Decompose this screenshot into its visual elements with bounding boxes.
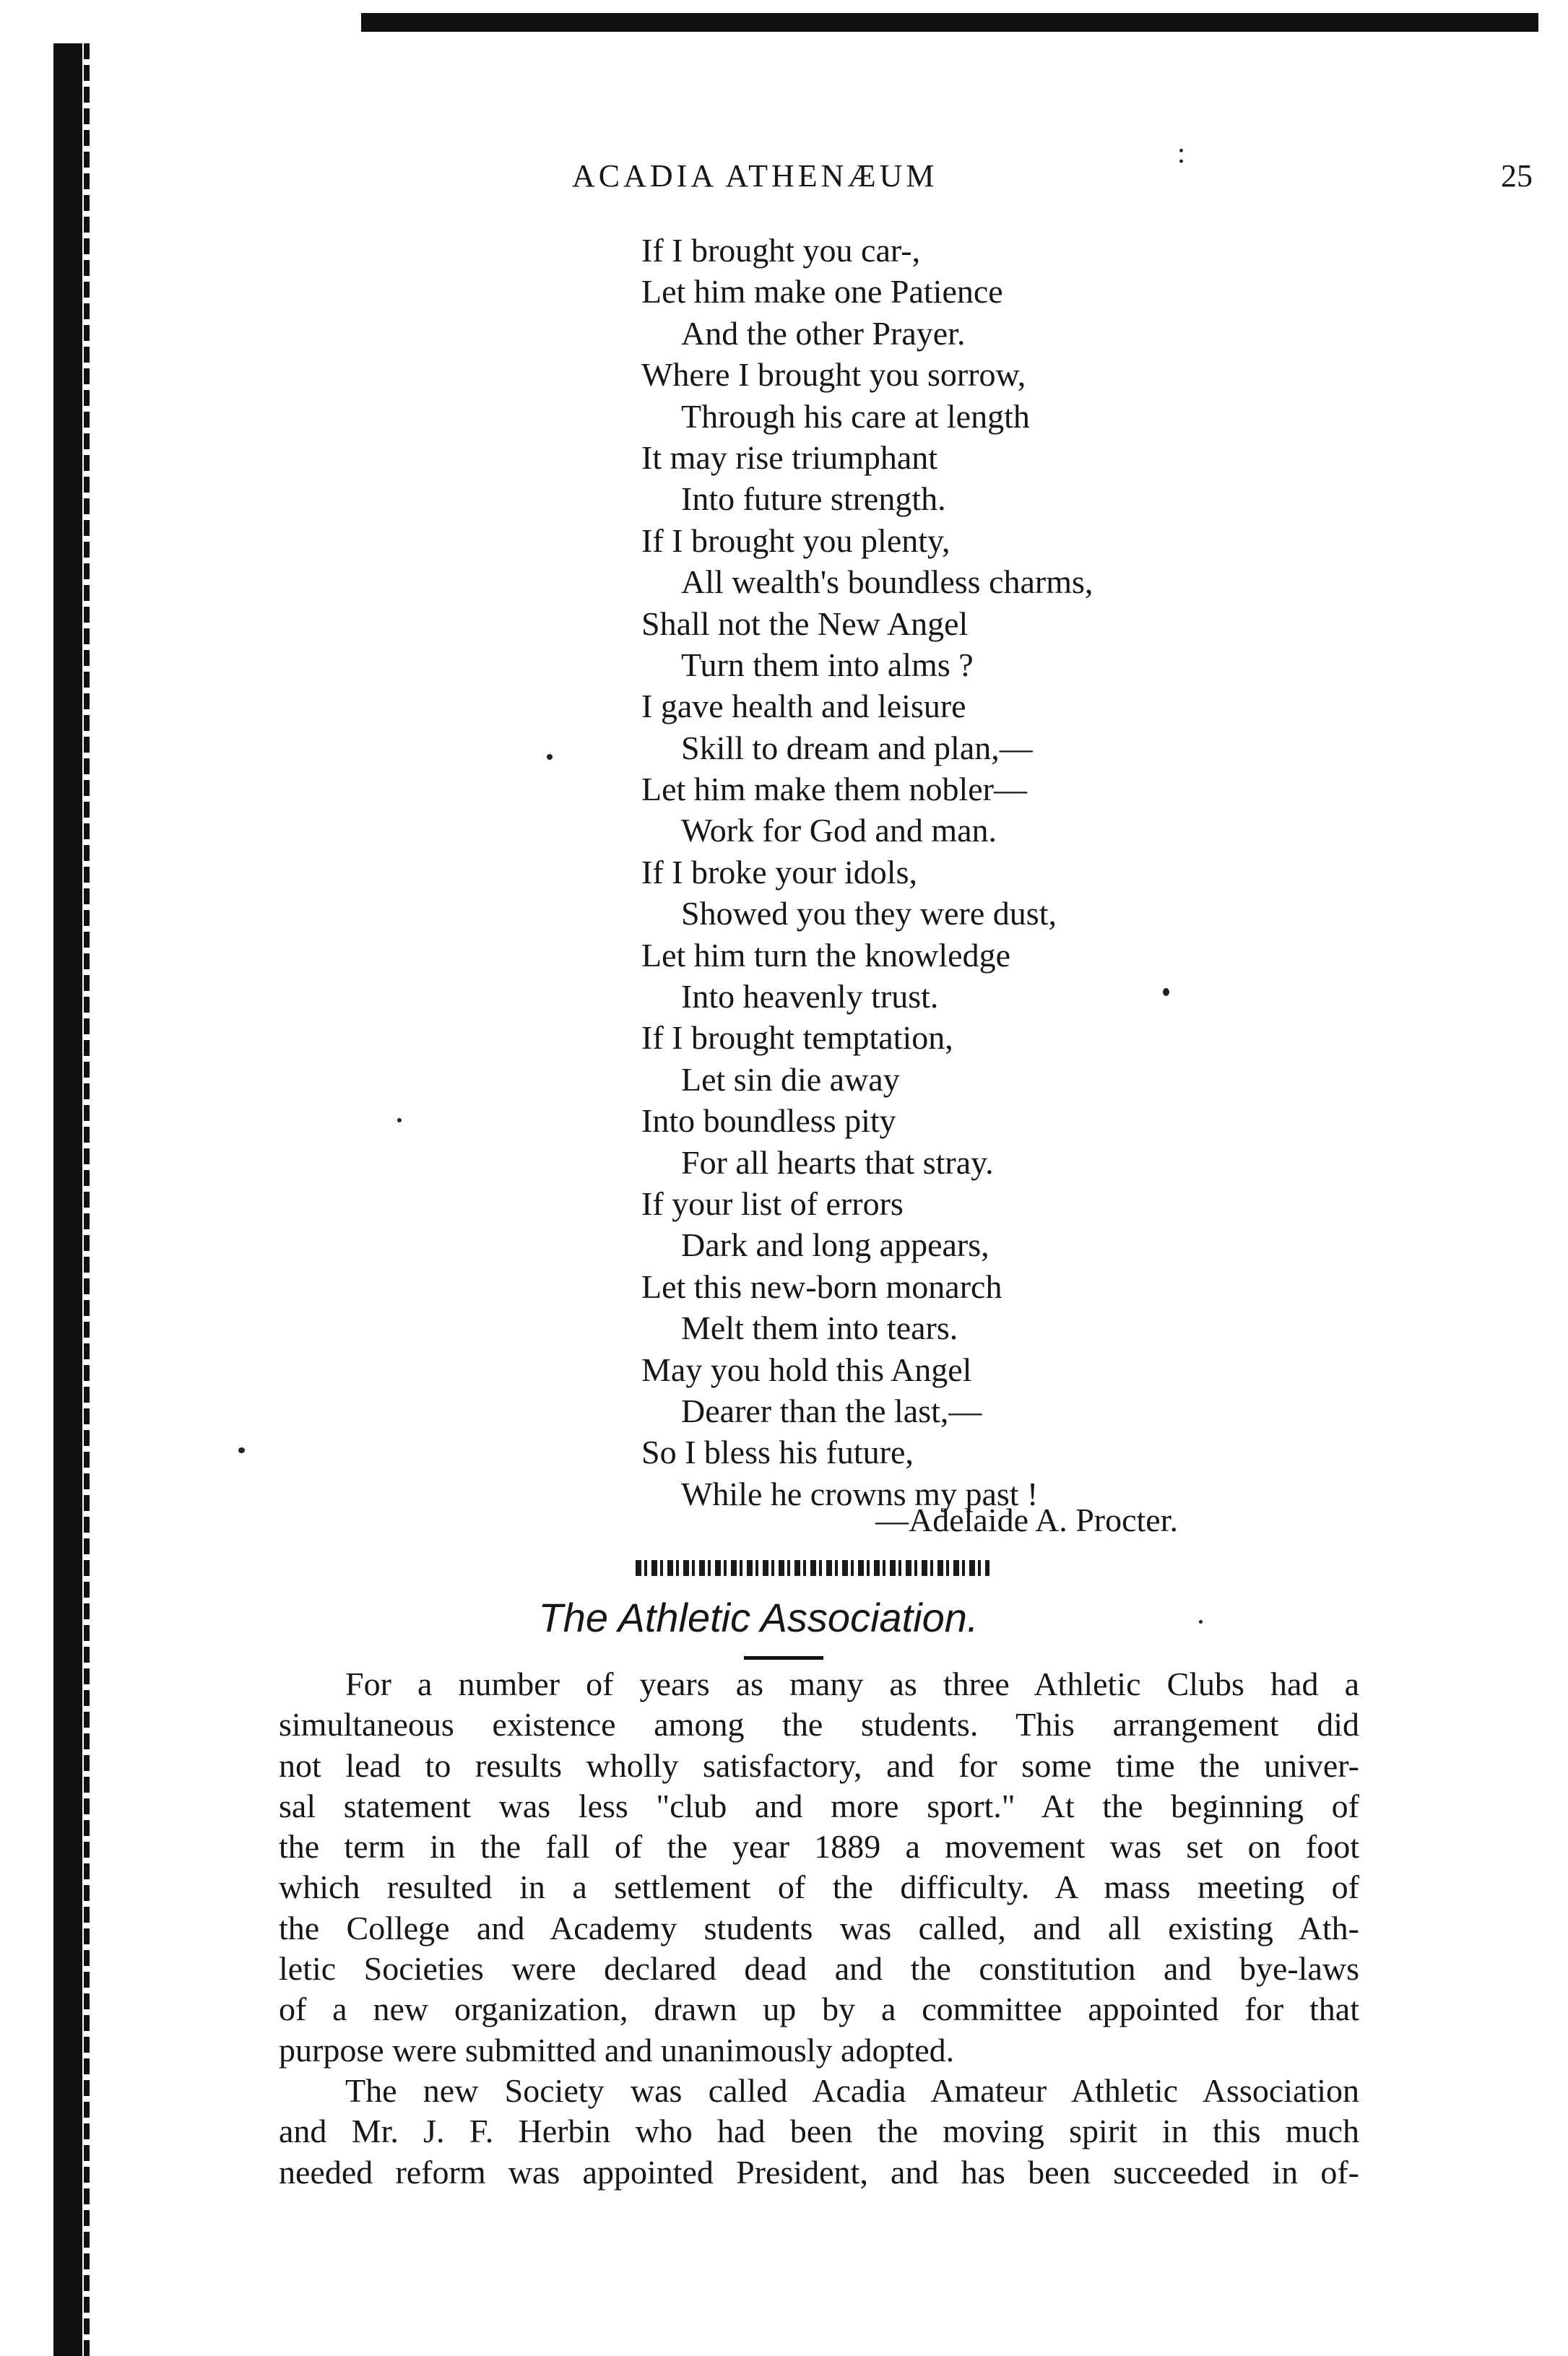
article-line: the term in the fall of the year 1889 a movement was set on foot <box>279 1828 1359 1866</box>
poem-line: While he crowns my past ! <box>681 1475 1039 1512</box>
poem-line: And the other Prayer. <box>681 314 966 352</box>
poem-line: It may rise triumphant <box>641 438 938 476</box>
poem-line: If I brought temptation, <box>641 1019 953 1057</box>
stray-mark: : <box>1177 137 1186 169</box>
article-line: of a new organization, drawn up by a committee appointed for that <box>279 1991 1359 2028</box>
article-line: purpose were submitted and unanimously adopted. <box>279 2031 955 2069</box>
poem-line: Dearer than the last,— <box>681 1392 982 1429</box>
poem-line: Into heavenly trust. <box>681 978 939 1015</box>
poem-line: Let him make them nobler— <box>641 771 1027 808</box>
article-line: and Mr. J. F. Herbin who had been the moving spirit in this much <box>279 2113 1359 2150</box>
title-rule <box>744 1656 823 1660</box>
section-ornament <box>636 1560 989 1576</box>
poem-line: Through his care at length <box>681 397 1030 435</box>
article-line: needed reform was appointed President, and has been succeeded in of- <box>279 2153 1359 2191</box>
poem-line: For all hearts that stray. <box>681 1143 994 1181</box>
article-body <box>279 1664 1359 2193</box>
running-head <box>572 137 1533 201</box>
poem-line: Shall not the New Angel <box>641 605 969 642</box>
poem-line: If I brought you car-, <box>641 232 921 269</box>
article-line: simultaneous existence among the students. This arrangement did <box>279 1706 1359 1744</box>
poem-line: If I broke your idols, <box>641 853 917 891</box>
poem-attribution: —Adelaide A. Procter. <box>875 1502 1179 1538</box>
article-line: the College and Academy students was called, and all existing Ath- <box>279 1909 1359 1946</box>
left-margin-rule <box>53 43 82 2356</box>
speck <box>1163 988 1169 996</box>
poem-line: All wealth's boundless charms, <box>681 563 1093 601</box>
poem-line: Let him turn the knowledge <box>641 936 1010 974</box>
poem-line: I gave health and leisure <box>641 688 966 725</box>
poem-line: Melt them into tears. <box>681 1309 958 1347</box>
speck <box>397 1118 402 1122</box>
poem-line: Work for God and man. <box>681 812 997 849</box>
poem-line: So I bless his future, <box>641 1434 914 1471</box>
speck <box>547 754 553 760</box>
article-line: letic Societies were declared dead and the constitution and bye-laws <box>279 1950 1359 1988</box>
page-number: 25 <box>1501 158 1533 194</box>
poem-line: Skill to dream and plan,— <box>681 729 1033 766</box>
speck <box>1199 1620 1203 1624</box>
poem-line: Where I brought you sorrow, <box>641 356 1026 394</box>
poem-line: If I brought you plenty, <box>641 521 950 559</box>
article-line: The new Society was called Acadia Amateur Athletic Association <box>345 2071 1359 2109</box>
article-line: not lead to results wholly satisfactory, and for some time the univer- <box>279 1746 1359 1784</box>
top-rule <box>361 13 1538 38</box>
poem <box>641 230 1320 1515</box>
poem-line: Let him make one Patience <box>641 273 1003 311</box>
poem-line: Turn them into alms ? <box>681 646 974 683</box>
speck <box>238 1447 245 1453</box>
poem-line: Let sin die away <box>681 1060 900 1098</box>
poem-line: Let this new-born monarch <box>641 1268 1002 1305</box>
article-line: sal statement was less "club and more sport." At the beginning of <box>279 1787 1359 1824</box>
poem-line: Dark and long appears, <box>681 1226 989 1264</box>
article-line: which resulted in a settlement of the difficulty. A mass meeting of <box>279 1868 1359 1906</box>
poem-line: Into boundless pity <box>641 1102 896 1140</box>
journal-title: ACADIA ATHENÆUM <box>572 158 938 194</box>
poem-line: If your list of errors <box>641 1185 904 1222</box>
poem-line: Showed you they were dust, <box>681 895 1057 932</box>
poem-line: May you hold this Angel <box>641 1351 972 1388</box>
article-title: The Athletic Association. <box>538 1595 979 1640</box>
article-line: For a number of years as many as three Athletic Clubs had a <box>345 1666 1359 1702</box>
poem-line: Into future strength. <box>681 480 946 518</box>
